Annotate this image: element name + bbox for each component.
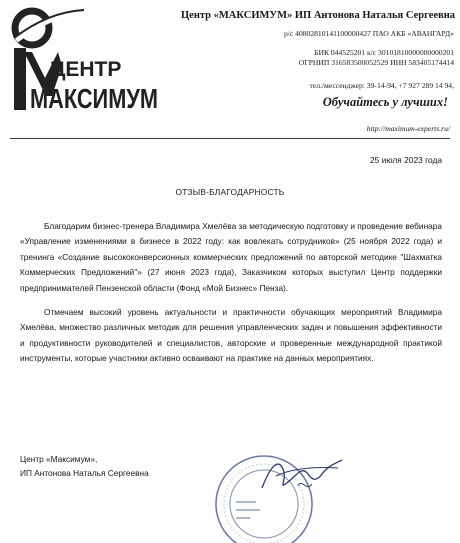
- bik-details: БИК 044525201 к/с 30101810000000000201: [314, 48, 454, 57]
- bank-account: р/с 40802810141100000427 ПАО АКБ «АВАНГАРД»: [283, 29, 454, 38]
- handwritten-signature: [258, 452, 346, 498]
- website-link[interactable]: http://maximum-experts.ru/: [366, 124, 450, 133]
- logo-text-bottom: МАКСИМУМ: [30, 83, 158, 114]
- signatory-organization: Центр «Максимум»,: [20, 454, 98, 464]
- paragraph-evaluation: Отмечаем высокий уровень актуальности и практичности обучающих мероприятий Владимира Хмелёва, множество различных методик для решения управленческих задач и повышения эффективности и продуктивности руководителей и специалистов, авторские и проверенные международной практикой инструменты, которые участники активно осваивают на практике на данных мероприятиях.: [20, 307, 442, 364]
- company-logo: [10, 6, 160, 114]
- letter-title: ОТЗЫВ-БЛАГОДАРНОСТЬ: [175, 187, 285, 197]
- letter-date: 25 июля 2023 года: [369, 155, 442, 165]
- paragraph-gratitude: Благодарим бизнес-тренера Владимира Хмелёва за методическую подготовку и проведение вебинара «Управление изменениями в бизнесе в 2022 году: как вовлекать сотрудников» (25 ноября 2022 года) и тренинга «Создание высококонверсионных коммерческих предложений по авторской методике "Шахматка Коммерческих Предложений"» (27 июня 2023 года), Заказчиком которых выступил Центр поддержки предпринимателей Пензенской области (Фонд «Мой Бизнес» Пенза).: [20, 221, 442, 293]
- ogrnip-details: ОГРНИП 316583500052529 ИНН 583405174414: [298, 58, 454, 67]
- signatory-name: ИП Антонова Наталья Сергеевна: [20, 468, 149, 478]
- slogan: Обучайтесь у лучших!: [322, 95, 448, 109]
- header-divider: [10, 138, 450, 139]
- logo-text-top: ЦЕНТР: [50, 58, 122, 81]
- contact-phones: тел./мессенджер: 39-14-94, +7 927 289 14 94,: [309, 81, 454, 90]
- organization-name: Центр «МАКСИМУМ» ИП Антонова Наталья Сергеевна: [181, 10, 455, 21]
